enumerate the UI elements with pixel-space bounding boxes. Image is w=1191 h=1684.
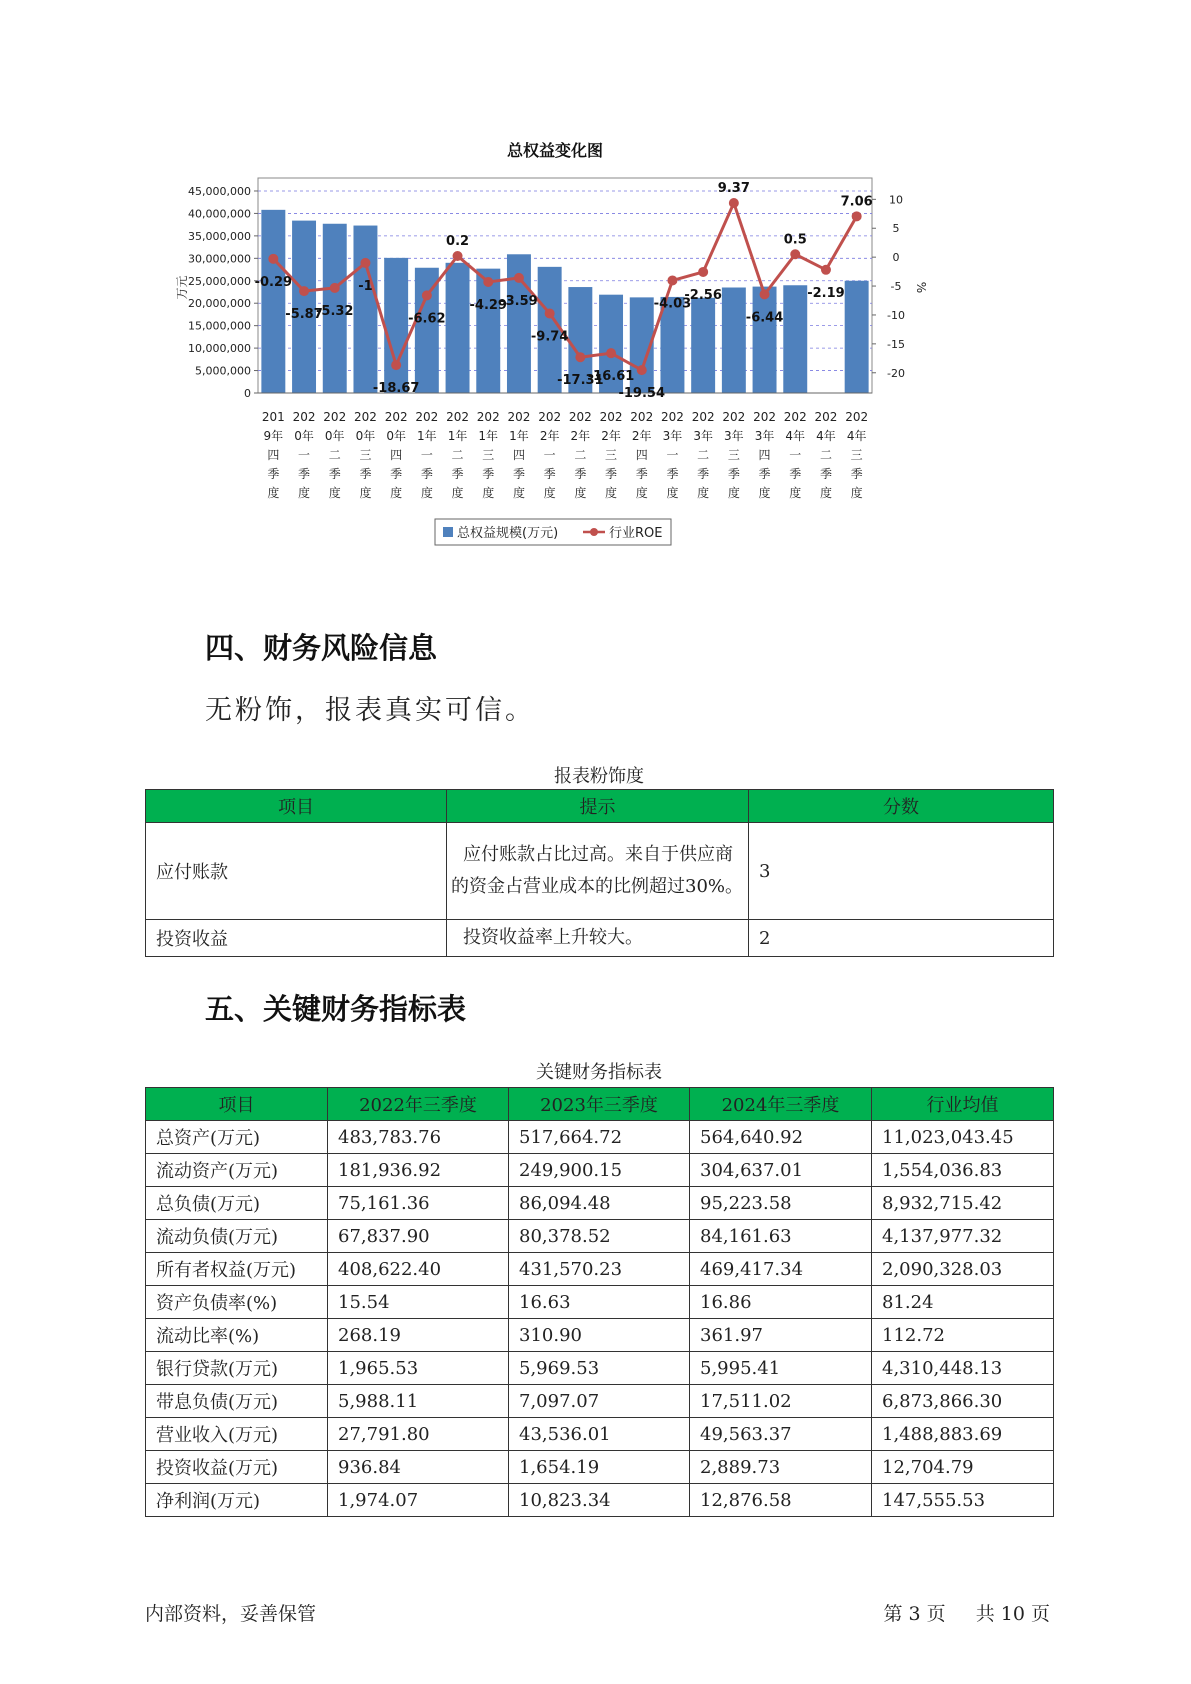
roe-point xyxy=(453,251,463,261)
x-tick-label: 季 xyxy=(543,467,556,481)
x-tick-label: 四 xyxy=(635,448,648,462)
kpi-value-cell: 361.97 xyxy=(690,1319,872,1352)
kpi-value-cell: 5,969.53 xyxy=(509,1352,690,1385)
kpi-item-cell: 营业收入(万元) xyxy=(146,1418,328,1451)
x-tick-label: 2年 xyxy=(539,429,560,443)
y-left-tick-label: 25,000,000 xyxy=(188,274,251,288)
x-tick-label: 季 xyxy=(482,467,495,481)
x-tick-label: 202 xyxy=(814,410,838,424)
kpi-table-caption: 关键财务指标表 xyxy=(536,1062,662,1083)
table-row xyxy=(146,1418,1054,1451)
kpi-table xyxy=(145,1087,1054,1517)
legend-line-label: 行业ROE xyxy=(609,526,663,541)
x-tick-label: 度 xyxy=(543,486,556,500)
bar xyxy=(753,287,777,393)
risk-tip xyxy=(447,920,749,957)
roe-data-label: 0.5 xyxy=(783,232,807,248)
kpi-value-cell: 15.54 xyxy=(328,1286,509,1319)
kpi-value-cell: 80,378.52 xyxy=(509,1220,690,1253)
x-tick-label: 3年 xyxy=(662,429,683,443)
table-row xyxy=(146,1484,1054,1517)
x-tick-label: 季 xyxy=(697,467,710,481)
risk-table-caption: 报表粉饰度 xyxy=(554,766,644,787)
bar xyxy=(845,281,869,393)
risk-tip xyxy=(447,823,749,920)
x-tick-label: 1年 xyxy=(478,429,499,443)
kpi-value-cell: 469,417.34 xyxy=(690,1253,872,1286)
roe-point xyxy=(760,289,770,299)
x-tick-label: 1年 xyxy=(509,429,529,443)
roe-point xyxy=(667,275,677,285)
x-tick-label: 度 xyxy=(298,486,311,500)
table-row xyxy=(146,1220,1054,1253)
bar xyxy=(261,210,285,393)
table-row xyxy=(146,1253,1054,1286)
page-total-prefix: 共 xyxy=(975,1603,995,1625)
x-tick-label: 一 xyxy=(789,448,802,462)
y-right-tick-label: 5 xyxy=(892,222,900,236)
equity-chart-svg xyxy=(175,140,940,600)
x-tick-label: 季 xyxy=(390,467,403,481)
x-tick-label: 度 xyxy=(819,486,832,500)
x-tick-label: 季 xyxy=(328,467,341,481)
roe-point xyxy=(821,265,831,275)
y-right-axis-label: % xyxy=(914,281,928,294)
roe-data-label: 0.2 xyxy=(446,233,470,249)
x-tick-label: 度 xyxy=(789,486,802,500)
roe-data-label: 7.06 xyxy=(840,194,873,210)
x-tick-label: 202 xyxy=(353,410,377,424)
y-right-tick-label: -10 xyxy=(887,308,905,322)
bar xyxy=(722,288,746,394)
x-tick-label: 季 xyxy=(727,467,740,481)
kpi-value-cell: 310.90 xyxy=(509,1319,690,1352)
x-tick-label: 202 xyxy=(568,410,592,424)
x-tick-label: 季 xyxy=(605,467,618,481)
x-tick-label: 季 xyxy=(267,467,280,481)
roe-point xyxy=(422,290,432,300)
risk-tip-text: 应付账款占比过高。来自于供应商的资金占营业成本的比例超过30%。 xyxy=(451,844,744,897)
x-tick-label: 202 xyxy=(660,410,684,424)
roe-point xyxy=(575,352,585,362)
roe-data-label: -2.56 xyxy=(684,287,722,303)
x-tick-label: 一 xyxy=(298,448,311,462)
roe-data-label: -9.74 xyxy=(530,329,569,345)
x-tick-label: 201 xyxy=(261,410,285,424)
x-tick-label: 度 xyxy=(359,486,372,500)
roe-point xyxy=(729,198,739,208)
bar xyxy=(384,258,408,393)
header-cell: 行业均值 xyxy=(872,1088,1054,1121)
x-tick-label: 季 xyxy=(666,467,679,481)
roe-data-label: -4.03 xyxy=(653,296,692,312)
x-tick-label: 三 xyxy=(482,448,495,462)
x-tick-label: 三 xyxy=(850,448,863,462)
x-tick-label: 度 xyxy=(666,486,679,500)
kpi-value-cell: 43,536.01 xyxy=(509,1418,690,1451)
x-tick-label: 四 xyxy=(267,448,280,462)
x-tick-label: 4年 xyxy=(846,429,867,443)
kpi-item-cell: 流动比率(%) xyxy=(146,1319,328,1352)
x-tick-label: 4年 xyxy=(816,429,836,443)
kpi-value-cell: 1,974.07 xyxy=(328,1484,509,1517)
x-tick-label: 3年 xyxy=(693,429,713,443)
roe-point xyxy=(545,308,555,318)
x-tick-label: 四 xyxy=(758,448,771,462)
table-row xyxy=(146,1121,1054,1154)
roe-point xyxy=(299,286,309,296)
table-row xyxy=(146,1319,1054,1352)
x-tick-label: 季 xyxy=(574,467,587,481)
kpi-item-cell: 总资产(万元) xyxy=(146,1121,328,1154)
x-tick-label: 0年 xyxy=(294,429,314,443)
kpi-value-cell: 16.63 xyxy=(509,1286,690,1319)
kpi-item-cell: 流动负债(万元) xyxy=(146,1220,328,1253)
roe-point xyxy=(606,348,616,358)
roe-point xyxy=(360,258,370,268)
kpi-value-cell: 12,876.58 xyxy=(690,1484,872,1517)
x-tick-label: 度 xyxy=(850,486,863,500)
kpi-table-header xyxy=(146,1088,1054,1121)
kpi-item-cell: 净利润(万元) xyxy=(146,1484,328,1517)
kpi-value-cell: 1,965.53 xyxy=(328,1352,509,1385)
table-row xyxy=(146,1286,1054,1319)
risk-score: 3 xyxy=(749,823,1054,920)
roe-data-label: -5.32 xyxy=(316,303,354,319)
roe-data-label: -1 xyxy=(358,278,373,294)
x-tick-label: 二 xyxy=(574,448,587,462)
bar xyxy=(691,298,715,393)
roe-data-label: -4.29 xyxy=(469,297,507,313)
roe-point xyxy=(330,283,340,293)
x-tick-label: 季 xyxy=(512,467,525,481)
table-row xyxy=(146,920,1054,957)
risk-table-header xyxy=(146,790,1054,823)
x-tick-label: 二 xyxy=(451,448,464,462)
equity-chart xyxy=(175,140,940,600)
chart-title: 总权益变化图 xyxy=(506,141,604,160)
x-tick-label: 0年 xyxy=(355,429,376,443)
x-tick-label: 3年 xyxy=(754,429,775,443)
bar xyxy=(476,269,500,393)
kpi-item-cell: 所有者权益(万元) xyxy=(146,1253,328,1286)
x-tick-label: 度 xyxy=(390,486,403,500)
x-tick-label: 季 xyxy=(819,467,832,481)
x-tick-label: 度 xyxy=(328,486,341,500)
legend-line-marker xyxy=(590,528,598,536)
x-tick-label: 二 xyxy=(328,448,341,462)
kpi-value-cell: 483,783.76 xyxy=(328,1121,509,1154)
x-tick-label: 202 xyxy=(507,410,531,424)
roe-data-label: 9.37 xyxy=(717,180,750,196)
x-tick-label: 季 xyxy=(758,467,771,481)
legend-bar-swatch xyxy=(443,527,453,537)
x-tick-label: 一 xyxy=(543,448,556,462)
x-tick-label: 0年 xyxy=(386,429,406,443)
table-row xyxy=(146,1385,1054,1418)
kpi-value-cell: 86,094.48 xyxy=(509,1187,690,1220)
section-heading-kpi: 五、关键财务指标表 xyxy=(205,992,467,1026)
roe-point xyxy=(391,360,401,370)
bar xyxy=(353,226,377,393)
roe-data-label: -6.44 xyxy=(745,310,784,326)
x-tick-label: 四 xyxy=(390,448,403,462)
x-tick-label: 202 xyxy=(722,410,746,424)
x-tick-label: 二 xyxy=(819,448,832,462)
section-heading-risk: 四、财务风险信息 xyxy=(205,631,438,665)
kpi-value-cell: 268.19 xyxy=(328,1319,509,1352)
kpi-value-cell: 936.84 xyxy=(328,1451,509,1484)
y-right-tick-label: -20 xyxy=(887,366,905,380)
risk-summary: 无粉饰，报表真实可信。 xyxy=(205,695,535,726)
x-tick-label: 度 xyxy=(758,486,771,500)
roe-point xyxy=(514,273,524,283)
x-tick-label: 202 xyxy=(323,410,347,424)
kpi-value-cell: 7,097.07 xyxy=(509,1385,690,1418)
footer-confidential: 内部资料，妥善保管 xyxy=(145,1603,317,1625)
header-cell: 2022年三季度 xyxy=(328,1088,509,1121)
kpi-value-cell: 564,640.92 xyxy=(690,1121,872,1154)
page-unit: 页 xyxy=(926,1603,946,1625)
kpi-value-cell: 17,511.02 xyxy=(690,1385,872,1418)
x-tick-label: 1年 xyxy=(447,429,468,443)
y-left-tick-label: 15,000,000 xyxy=(188,319,251,333)
header-cell: 项目 xyxy=(146,1088,328,1121)
roe-data-label: -0.29 xyxy=(254,274,293,290)
kpi-value-cell: 4,137,977.32 xyxy=(872,1220,1054,1253)
kpi-item-cell: 总负债(万元) xyxy=(146,1187,328,1220)
y-left-tick-label: 0 xyxy=(244,387,251,400)
roe-data-label: -6.62 xyxy=(408,311,446,327)
kpi-value-cell: 1,488,883.69 xyxy=(872,1418,1054,1451)
kpi-value-cell: 517,664.72 xyxy=(509,1121,690,1154)
y-left-tick-label: 5,000,000 xyxy=(195,364,251,378)
kpi-value-cell: 431,570.23 xyxy=(509,1253,690,1286)
x-tick-label: 202 xyxy=(415,410,439,424)
y-left-tick-label: 20,000,000 xyxy=(188,297,251,311)
x-tick-label: 9年 xyxy=(263,429,284,443)
x-tick-label: 季 xyxy=(789,467,802,481)
risk-score: 2 xyxy=(749,920,1054,957)
roe-point xyxy=(790,249,800,259)
table-row xyxy=(146,1187,1054,1220)
roe-point xyxy=(637,365,647,375)
x-tick-label: 202 xyxy=(384,410,408,424)
x-tick-label: 季 xyxy=(420,467,433,481)
kpi-value-cell: 27,791.80 xyxy=(328,1418,509,1451)
roe-point xyxy=(483,277,493,287)
kpi-item-cell: 流动资产(万元) xyxy=(146,1154,328,1187)
x-tick-label: 季 xyxy=(298,467,311,481)
x-tick-label: 202 xyxy=(538,410,562,424)
risk-tip-text: 投资收益率上升较大。 xyxy=(463,927,643,948)
x-tick-label: 202 xyxy=(292,410,316,424)
kpi-value-cell: 112.72 xyxy=(872,1319,1054,1352)
y-left-tick-label: 10,000,000 xyxy=(188,342,251,356)
table-row xyxy=(146,1451,1054,1484)
roe-data-label: -3.59 xyxy=(500,293,538,309)
kpi-value-cell: 5,988.11 xyxy=(328,1385,509,1418)
kpi-value-cell: 12,704.79 xyxy=(872,1451,1054,1484)
kpi-value-cell: 1,554,036.83 xyxy=(872,1154,1054,1187)
kpi-value-cell: 408,622.40 xyxy=(328,1253,509,1286)
kpi-value-cell: 249,900.15 xyxy=(509,1154,690,1187)
x-tick-label: 202 xyxy=(476,410,500,424)
roe-point xyxy=(698,267,708,277)
roe-point xyxy=(268,254,278,264)
x-tick-label: 度 xyxy=(482,486,495,500)
x-tick-label: 2年 xyxy=(570,429,591,443)
x-tick-label: 度 xyxy=(605,486,618,500)
header-cell: 2024年三季度 xyxy=(690,1088,872,1121)
roe-data-label: -18.67 xyxy=(372,381,420,397)
header-cell: 提示 xyxy=(447,790,749,823)
kpi-value-cell: 1,654.19 xyxy=(509,1451,690,1484)
x-tick-label: 度 xyxy=(267,486,280,500)
y-left-tick-label: 35,000,000 xyxy=(188,229,251,243)
kpi-value-cell: 84,161.63 xyxy=(690,1220,872,1253)
table-row xyxy=(146,1352,1054,1385)
roe-data-label: -16.61 xyxy=(587,369,635,385)
risk-table xyxy=(145,789,1054,957)
x-tick-label: 度 xyxy=(635,486,648,500)
x-tick-label: 三 xyxy=(727,448,740,462)
kpi-value-cell: 95,223.58 xyxy=(690,1187,872,1220)
bar xyxy=(783,285,807,393)
x-tick-label: 季 xyxy=(635,467,648,481)
x-tick-label: 一 xyxy=(666,448,679,462)
plot-area xyxy=(258,178,872,393)
x-tick-label: 度 xyxy=(727,486,740,500)
x-tick-label: 四 xyxy=(512,448,525,462)
x-tick-label: 度 xyxy=(451,486,464,500)
page-total-unit: 页 xyxy=(1030,1603,1050,1625)
y-left-tick-label: 30,000,000 xyxy=(188,252,251,266)
kpi-value-cell: 8,932,715.42 xyxy=(872,1187,1054,1220)
kpi-item-cell: 带息负债(万元) xyxy=(146,1385,328,1418)
y-left-tick-label: 45,000,000 xyxy=(188,184,251,198)
y-right-tick-label: -15 xyxy=(887,337,905,351)
table-row xyxy=(146,1154,1054,1187)
x-tick-label: 202 xyxy=(630,410,654,424)
x-tick-label: 季 xyxy=(850,467,863,481)
kpi-item-cell: 投资收益(万元) xyxy=(146,1451,328,1484)
x-tick-label: 202 xyxy=(599,410,623,424)
kpi-value-cell: 5,995.41 xyxy=(690,1352,872,1385)
x-tick-label: 4年 xyxy=(785,429,806,443)
kpi-value-cell: 2,090,328.03 xyxy=(872,1253,1054,1286)
kpi-value-cell: 75,161.36 xyxy=(328,1187,509,1220)
x-tick-label: 季 xyxy=(451,467,464,481)
x-tick-label: 202 xyxy=(783,410,807,424)
table-row xyxy=(146,823,1054,920)
y-right-tick-label: 10 xyxy=(889,193,903,207)
x-tick-label: 度 xyxy=(574,486,587,500)
y-right-tick-label: -5 xyxy=(890,280,902,294)
risk-item: 应付账款 xyxy=(146,823,447,920)
roe-data-label: -19.54 xyxy=(618,386,666,402)
x-tick-label: 季 xyxy=(359,467,372,481)
x-tick-label: 三 xyxy=(359,448,372,462)
kpi-value-cell: 81.24 xyxy=(872,1286,1054,1319)
kpi-value-cell: 67,837.90 xyxy=(328,1220,509,1253)
kpi-value-cell: 6,873,866.30 xyxy=(872,1385,1054,1418)
x-tick-label: 202 xyxy=(446,410,470,424)
x-tick-label: 202 xyxy=(753,410,777,424)
x-tick-label: 0年 xyxy=(324,429,345,443)
y-left-axis-label: 万元 xyxy=(175,275,189,300)
page-current: 3 xyxy=(908,1603,921,1625)
x-tick-label: 2年 xyxy=(601,429,621,443)
kpi-value-cell: 2,889.73 xyxy=(690,1451,872,1484)
x-tick-label: 一 xyxy=(420,448,433,462)
x-tick-label: 度 xyxy=(697,486,710,500)
risk-item: 投资收益 xyxy=(146,920,447,957)
header-cell: 2023年三季度 xyxy=(509,1088,690,1121)
kpi-item-cell: 资产负债率(%) xyxy=(146,1286,328,1319)
page-total: 10 xyxy=(1000,1603,1025,1625)
x-tick-label: 3年 xyxy=(724,429,744,443)
x-tick-label: 1年 xyxy=(417,429,437,443)
x-tick-label: 2年 xyxy=(631,429,652,443)
x-tick-label: 度 xyxy=(420,486,433,500)
bar xyxy=(446,263,470,393)
kpi-value-cell: 49,563.37 xyxy=(690,1418,872,1451)
legend-bar-label: 总权益规模(万元) xyxy=(457,526,559,541)
kpi-value-cell: 11,023,043.45 xyxy=(872,1121,1054,1154)
kpi-value-cell: 16.86 xyxy=(690,1286,872,1319)
roe-data-label: -2.19 xyxy=(807,285,845,301)
y-left-tick-label: 40,000,000 xyxy=(188,207,251,221)
y-right-tick-label: 0 xyxy=(892,251,900,265)
x-tick-label: 202 xyxy=(691,410,715,424)
kpi-value-cell: 304,637.01 xyxy=(690,1154,872,1187)
roe-point xyxy=(852,211,862,221)
kpi-value-cell: 4,310,448.13 xyxy=(872,1352,1054,1385)
kpi-item-cell: 银行贷款(万元) xyxy=(146,1352,328,1385)
header-cell: 项目 xyxy=(146,790,447,823)
x-tick-label: 202 xyxy=(845,410,869,424)
x-tick-label: 三 xyxy=(605,448,618,462)
kpi-value-cell: 181,936.92 xyxy=(328,1154,509,1187)
kpi-value-cell: 10,823.34 xyxy=(509,1484,690,1517)
kpi-value-cell: 147,555.53 xyxy=(872,1484,1054,1517)
x-tick-label: 度 xyxy=(512,486,525,500)
footer-page-number xyxy=(880,1599,1053,1626)
page-prefix: 第 xyxy=(883,1603,903,1625)
header-cell: 分数 xyxy=(749,790,1054,823)
roe-data-label: -5.87 xyxy=(285,307,323,323)
roe-data-label: -17.31 xyxy=(557,373,604,389)
x-tick-label: 二 xyxy=(697,448,710,462)
kpi-table-body xyxy=(146,1121,1054,1517)
